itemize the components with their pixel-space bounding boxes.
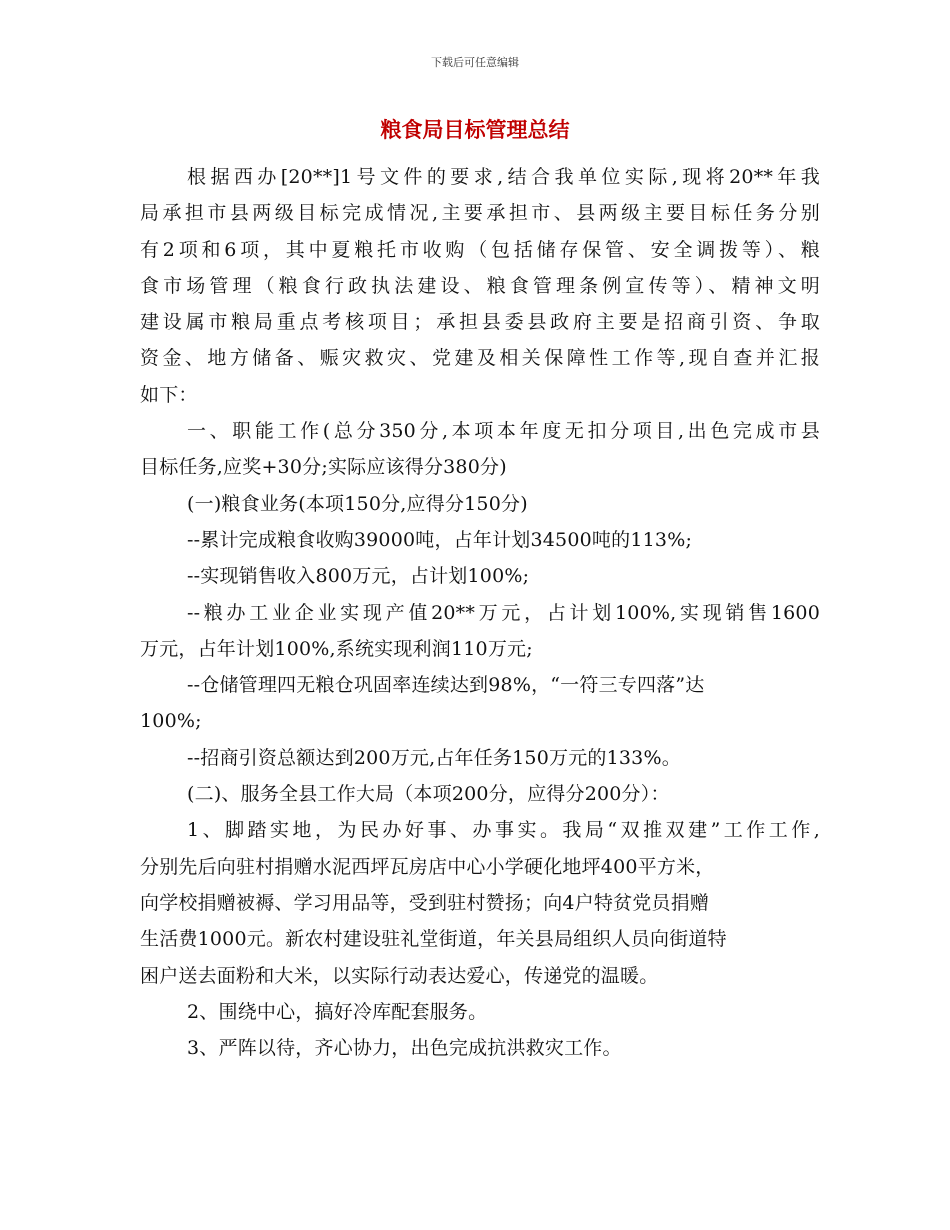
paragraph-line: --招商引资总额达到200万元,占年任务150万元的133%。 — [187, 746, 681, 769]
paragraph-line: 100%; — [140, 710, 202, 733]
document-title: 粮食局目标管理总结 — [380, 118, 570, 142]
paragraph-line: 3、严阵以待，齐心协力，出色完成抗洪救灾工作。 — [187, 1037, 622, 1060]
paragraph-line: 目标任务,应奖+30分;实际应该得分380分) — [140, 456, 507, 479]
paragraph-line: 分别先后向驻村捐赠水泥西坪瓦房店中心小学硬化地坪400平方米， — [140, 855, 715, 878]
paragraph-line: 局承担市县两级目标完成情况,主要承担市、县两级主要目标任务分别 — [140, 202, 820, 225]
paragraph-line: 建设属市粮局重点考核项目；承担县委县政府主要是招商引资、争取 — [140, 311, 820, 334]
paragraph-line: (二)、服务全县工作大局（本项200分，应得分200分）： — [187, 783, 670, 806]
paragraph-line: 根据西办[20**]1号文件的要求,结合我单位实际,现将20**年我 — [187, 166, 820, 188]
paragraph-line: --粮办工业企业实现产值20**万元，占计划100%,实现销售1600 — [187, 601, 820, 624]
paragraph-line: 生活费1000元。新农村建设驻礼堂街道，年关县局组织人员向街道特 — [140, 928, 727, 951]
paragraph-line: 有2项和6项，其中夏粮托市收购（包括储存保管、安全调拨等）、粮 — [140, 238, 820, 261]
paragraph-line: 困户送去面粉和大米，以实际行动表达爱心，传递党的温暖。 — [140, 964, 659, 987]
paragraph-line: 2、围绕中心，搞好冷库配套服务。 — [187, 1000, 488, 1023]
document-body — [140, 159, 820, 1066]
paragraph-line: --实现销售收入800万元，占计划100%; — [187, 565, 530, 588]
paragraph-line: 资金、地方储备、赈灾救灾、党建及相关保障性工作等,现自查并汇报 — [140, 347, 820, 370]
paragraph-line: 一、职能工作(总分350分,本项本年度无扣分项目,出色完成市县 — [187, 420, 820, 443]
paragraph-line: 食市场管理（粮食行政执法建设、粮食管理条例宣传等）、精神文明 — [140, 274, 820, 297]
paragraph-line: --累计完成粮食收购39000吨，占年计划34500吨的113%; — [187, 528, 693, 551]
page-header-note: 下载后可任意编辑 — [431, 56, 519, 69]
paragraph-line: 如下： — [140, 383, 198, 406]
paragraph-line: 1、脚踏实地，为民办好事、办事实。我局“双推双建”工作工作, — [187, 819, 820, 842]
paragraph-line: 向学校捐赠被褥、学习用品等，受到驻村赞扬；向4户特贫党员捐赠 — [140, 891, 710, 914]
paragraph-line: --仓储管理四无粮仓巩固率连续达到98%，“一符三专四落”达 — [187, 674, 705, 697]
paragraph-line: (一)粮食业务(本项150分,应得分150分) — [187, 492, 528, 515]
paragraph-line: 万元，占年计划100%,系统实现利润110万元; — [140, 637, 533, 660]
